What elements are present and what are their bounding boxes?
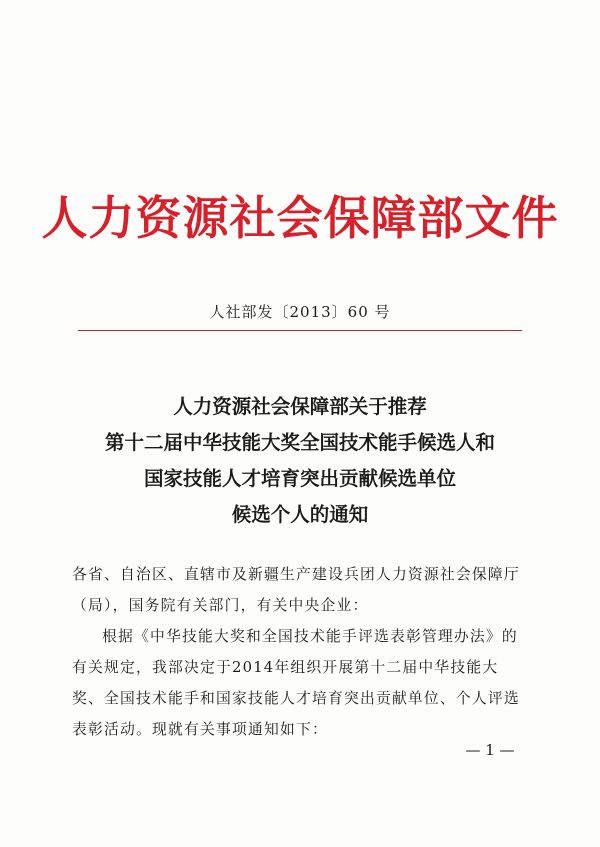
notice-body (72, 559, 524, 745)
notice-title (0, 389, 600, 533)
issuing-authority-header: 人力资源社会保障部文件 (41, 191, 559, 245)
page-number: — 1 — (465, 741, 515, 759)
body-paragraph-1: 根据《中华技能大奖和全国技术能手评选表彰管理办法》的有关规定，我部决定于2014年组织开展第十二届中华技能大奖、全国技术能手和国家技能人才培育突出贡献单位、个人评选表彰活动。现就有关事项通知如下： (72, 628, 520, 738)
title-line-2: 第十二届中华技能大奖全国技术能手候选人和 (104, 431, 495, 454)
title-line-4: 候选个人的通知 (231, 503, 369, 526)
title-line-3: 国家技能人才培育突出贡献候选单位 (143, 467, 456, 490)
red-separator-line (78, 330, 522, 331)
document-number: 人社部发〔2013〕60 号 (209, 303, 391, 321)
salutation: 各省、自治区、直辖市及新疆生产建设兵团人力资源社会保障厅（局），国务院有关部门，有关中央企业： (72, 566, 520, 614)
title-line-1: 人力资源社会保障部关于推荐 (173, 395, 427, 418)
